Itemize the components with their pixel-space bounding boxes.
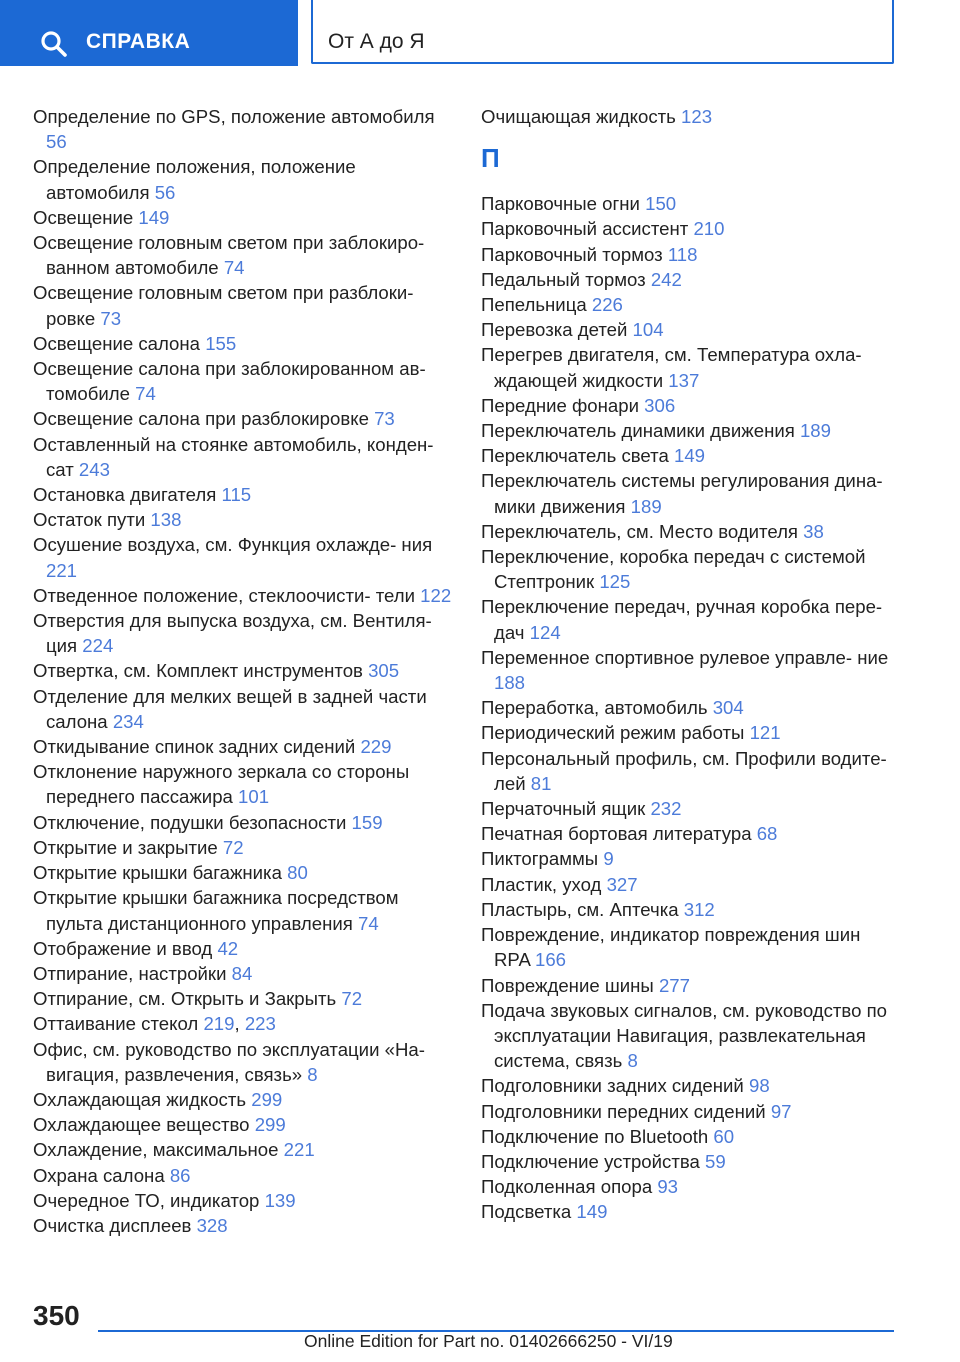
index-term: Педальный тормоз <box>481 268 646 290</box>
index-term: Очередное ТО, индикатор <box>33 1189 260 1211</box>
index-term: Освещение головным светом при разблоки- ровке <box>33 282 414 329</box>
index-entry <box>481 846 901 871</box>
page-link[interactable]: 304 <box>712 697 744 719</box>
index-term: Подача звуковых сигналов, см. руководство по эксплуатации Навигация, развлекательная система, связь <box>481 999 888 1072</box>
index-term: Пепельница <box>481 294 587 316</box>
page-link[interactable]: 122 <box>420 584 452 606</box>
page-link[interactable]: 104 <box>632 319 664 341</box>
header <box>0 0 960 66</box>
page-link[interactable]: 72 <box>222 836 244 858</box>
search-icon <box>40 30 68 58</box>
page-link[interactable]: 74 <box>358 912 379 934</box>
page-link[interactable]: 118 <box>667 243 698 265</box>
index-entry <box>33 205 453 230</box>
index-entry <box>33 532 453 582</box>
page-link[interactable]: 138 <box>150 509 182 531</box>
index-entry <box>33 936 453 961</box>
index-term: Переключатель, см. Место водителя <box>481 520 798 542</box>
page-link[interactable]: 80 <box>287 862 308 884</box>
page-link[interactable]: 115 <box>221 484 252 506</box>
index-term: Пластырь, см. Аптечка <box>481 898 679 920</box>
index-entry <box>481 191 901 216</box>
index-entry <box>33 1137 453 1162</box>
page-link[interactable]: 226 <box>591 294 623 316</box>
page-link[interactable]: 121 <box>749 722 781 744</box>
index-entry <box>481 393 901 418</box>
index-entry <box>33 280 453 330</box>
page-link[interactable]: 299 <box>254 1114 286 1136</box>
index-term: Передние фонари <box>481 394 639 416</box>
index-entry <box>33 986 453 1011</box>
index-entry <box>481 998 901 1074</box>
page-link[interactable]: 137 <box>668 369 700 391</box>
page-link[interactable]: 189 <box>630 495 662 517</box>
index-entry <box>33 331 453 356</box>
index-entry <box>481 1099 901 1124</box>
page-separator: , <box>234 1013 240 1035</box>
index-entry <box>33 734 453 759</box>
index-term: Оставленный на стоянке автомобиль, конден- сат <box>33 433 434 480</box>
page-link[interactable]: 97 <box>770 1100 792 1122</box>
index-term: Печатная бортовая литература <box>481 823 752 845</box>
page-link[interactable]: 327 <box>606 873 638 895</box>
index-column-right <box>481 104 901 1225</box>
index-entry <box>481 973 901 998</box>
index-entry <box>481 468 901 518</box>
page-link[interactable]: 124 <box>529 621 561 643</box>
index-term: Отвертка, см. Комплект инструментов <box>33 660 363 682</box>
index-term: Пластик, уход <box>481 873 602 895</box>
page-link[interactable]: 229 <box>360 736 392 758</box>
index-entry <box>33 608 453 658</box>
index-term: Перчаточный ящик <box>481 798 646 820</box>
page-link[interactable]: 219 <box>203 1013 235 1035</box>
index-entry <box>33 432 453 482</box>
index-term: Перевозка детей <box>481 319 628 341</box>
index-term: Определение положения, положение автомобиля <box>33 156 356 203</box>
page-link[interactable]: 42 <box>217 937 239 959</box>
index-term: Переменное спортивное рулевое управле- ние <box>481 646 889 668</box>
index-entry <box>481 594 901 644</box>
index-term: Отпирание, см. Открыть и Закрыть <box>33 988 337 1010</box>
help-tab[interactable] <box>0 0 298 66</box>
index-term: Переключение передач, ручная коробка пере- дач <box>481 596 883 643</box>
index-column-left <box>33 104 453 1238</box>
page-link[interactable]: 81 <box>530 772 552 794</box>
index-term: Переключение, коробка передач с системой Стептроник <box>481 546 866 593</box>
index-term: Подсветка <box>481 1201 572 1223</box>
page-link[interactable]: 155 <box>205 332 237 354</box>
index-term: Освещение салона при разблокировке <box>33 408 369 430</box>
index-term: Переработка, автомобиль <box>481 697 708 719</box>
index-term: Парковочные огни <box>481 193 640 215</box>
index-term: Охлаждающее вещество <box>33 1114 250 1136</box>
page-link[interactable]: 234 <box>112 710 144 732</box>
index-term: Охлаждающая жидкость <box>33 1088 247 1110</box>
index-entry <box>481 872 901 897</box>
index-entry <box>481 1174 901 1199</box>
page-link[interactable]: 60 <box>713 1125 735 1147</box>
index-entry <box>481 746 901 796</box>
index-term: Подголовники задних сидений <box>481 1075 744 1097</box>
index-term: Открытие крышки багажника <box>33 862 282 884</box>
index-term: Подключение устройства <box>481 1150 700 1172</box>
index-term: Отделение для мелких вещей в задней части салона <box>33 685 427 732</box>
index-term: Повреждение, индикатор повреждения шин RPA <box>481 924 861 971</box>
index-term: Персональный профиль, см. Профили водите- лей <box>481 747 887 794</box>
index-entry <box>33 810 453 835</box>
index-entry <box>481 695 901 720</box>
page-link[interactable]: 56 <box>46 131 67 153</box>
index-entry <box>481 342 901 392</box>
index-term: Оттаивание стекол <box>33 1013 199 1035</box>
page-link[interactable]: 73 <box>374 408 395 430</box>
index-entry <box>481 317 901 342</box>
page-link[interactable]: 56 <box>154 181 176 203</box>
index-term: Отключение, подушки безопасности <box>33 811 347 833</box>
index-entry <box>33 583 453 608</box>
page-link[interactable]: 242 <box>650 268 682 290</box>
index-entry <box>33 356 453 406</box>
index-entry <box>33 104 453 154</box>
page-link[interactable]: 59 <box>705 1150 726 1172</box>
index-term: Отклонение наружного зеркала со стороны переднего пассажира <box>33 761 410 808</box>
index-term: Перегрев двигателя, см. Температура охла- ждающей жидкости <box>481 344 862 391</box>
page-link[interactable]: 93 <box>657 1176 679 1198</box>
page-link[interactable]: 9 <box>603 848 614 870</box>
index-entry <box>481 519 901 544</box>
index-term: Отведенное положение, стеклоочисти- тели <box>33 584 415 606</box>
index-term: Определение по GPS, положение автомобиля <box>33 106 435 127</box>
index-entry <box>33 1037 453 1087</box>
page-link[interactable]: 101 <box>238 786 270 808</box>
page-link[interactable]: 223 <box>244 1013 276 1035</box>
index-entry <box>481 292 901 317</box>
page-link[interactable]: 328 <box>196 1214 228 1236</box>
index-entry <box>33 154 453 204</box>
index-term: Переключатель динамики движения <box>481 420 795 442</box>
index-entry <box>481 1199 901 1224</box>
index-entry <box>481 821 901 846</box>
index-entry <box>481 1124 901 1149</box>
page-link[interactable]: 221 <box>283 1139 315 1161</box>
page-link[interactable]: 72 <box>341 988 363 1010</box>
index-term: Подголовники передних сидений <box>481 1100 766 1122</box>
page-number: 350 <box>33 1300 80 1331</box>
page-link[interactable]: 139 <box>264 1189 296 1211</box>
index-entry <box>33 1112 453 1137</box>
index-entry <box>481 720 901 745</box>
page-link[interactable]: 149 <box>138 206 170 228</box>
index-entry <box>33 885 453 935</box>
page-link[interactable]: 305 <box>368 660 400 682</box>
page-link[interactable]: 8 <box>307 1063 318 1085</box>
index-term: Открытие крышки багажника посредством пульта дистанционного управления <box>33 887 399 934</box>
index-term: Освещение <box>33 206 134 228</box>
index-term: Освещение головным светом при заблокиро- ванном автомобиле <box>33 232 425 279</box>
index-entry <box>33 860 453 885</box>
index-term: Пиктограммы <box>481 848 599 870</box>
index-term: Остановка двигателя <box>33 484 217 506</box>
index-entry <box>33 1188 453 1213</box>
page-link[interactable]: 166 <box>535 949 567 971</box>
index-entry <box>33 835 453 860</box>
index-entry <box>33 1087 453 1112</box>
page-link[interactable]: 232 <box>650 798 682 820</box>
index-term: Отображение и ввод <box>33 937 213 959</box>
page-link[interactable]: 8 <box>627 1050 638 1072</box>
index-term: Офис, см. руководство по эксплуатации «На- вигация, развлечения, связь» <box>33 1038 425 1085</box>
index-entry <box>481 242 901 267</box>
page-link[interactable]: 86 <box>169 1164 191 1186</box>
index-term: Очистка дисплеев <box>33 1214 192 1236</box>
index-term: Парковочный тормоз <box>481 243 663 265</box>
index-term: Подключение по Bluetooth <box>481 1125 709 1147</box>
index-term: Охрана салона <box>33 1164 165 1186</box>
index-entry <box>33 1163 453 1188</box>
page-link[interactable]: 68 <box>756 823 778 845</box>
page-link[interactable]: 189 <box>799 420 831 442</box>
index-term: Подколенная опора <box>481 1176 653 1198</box>
index-term: Периодический режим работы <box>481 722 745 744</box>
index-entry <box>33 1213 453 1238</box>
page-link[interactable]: 277 <box>658 974 690 996</box>
index-entry <box>33 684 453 734</box>
index-entry <box>481 267 901 292</box>
page-link[interactable]: 38 <box>803 520 824 542</box>
index-entry <box>481 796 901 821</box>
page-link[interactable]: 188 <box>494 672 526 694</box>
page-link[interactable]: 159 <box>351 811 383 833</box>
edition-note: Online Edition for Part no. 01402666250 - VI/19 <box>304 1331 673 1351</box>
page-link[interactable]: 84 <box>231 962 253 984</box>
index-entry <box>481 897 901 922</box>
index-term: Освещение салона <box>33 332 201 354</box>
index-term: Отверстия для выпуска воздуха, см. Вентиля- ция <box>33 610 432 657</box>
page-link[interactable]: 221 <box>46 559 78 581</box>
index-entry <box>481 544 901 594</box>
index-entry <box>33 230 453 280</box>
index-entry <box>33 507 453 532</box>
page-link[interactable]: 149 <box>576 1201 608 1223</box>
index-entry <box>481 1073 901 1098</box>
section-letter: П <box>481 143 500 174</box>
index-term: Переключатель света <box>481 445 669 467</box>
az-index-tab-label: От А до Я <box>328 30 425 53</box>
page-link[interactable]: 123 <box>681 106 713 127</box>
page-link[interactable]: 150 <box>645 193 677 215</box>
index-term: Остаток пути <box>33 509 146 531</box>
index-term: Открытие и закрытие <box>33 836 218 858</box>
page-link[interactable]: 125 <box>599 571 631 593</box>
index-entry <box>481 1149 901 1174</box>
index-entry <box>33 1011 453 1036</box>
page-link[interactable]: 74 <box>223 257 245 279</box>
index-entry <box>33 482 453 507</box>
index-entry <box>33 961 453 986</box>
index-entry <box>33 759 453 809</box>
index-term: Парковочный ассистент <box>481 218 689 240</box>
az-index-tab[interactable] <box>311 0 894 64</box>
index-entry <box>481 922 901 972</box>
index-entry <box>481 216 901 241</box>
page-link[interactable]: 299 <box>251 1088 283 1110</box>
page-link[interactable]: 243 <box>78 458 110 480</box>
index-term: Откидывание спинок задних сидений <box>33 736 356 758</box>
index-entry <box>481 645 901 695</box>
page-link[interactable]: 312 <box>683 898 715 920</box>
page-link[interactable]: 224 <box>82 635 114 657</box>
index-term: Освещение салона при заблокированном ав- томобиле <box>33 358 426 405</box>
page-link[interactable]: 210 <box>693 218 725 240</box>
index-entry <box>481 443 901 468</box>
page-link[interactable]: 149 <box>673 445 706 467</box>
index-entry <box>33 406 453 431</box>
index-term: Очищающая жидкость <box>481 106 676 127</box>
index-term: Осушение воздуха, см. Функция охлажде- ния <box>33 534 433 556</box>
index-entry <box>481 418 901 443</box>
help-tab-label: СПРАВКА <box>86 30 191 53</box>
index-term: Повреждение шины <box>481 974 654 996</box>
page-link[interactable]: 306 <box>644 394 676 416</box>
index-entry <box>481 104 901 129</box>
index-term: Отпирание, настройки <box>33 962 227 984</box>
index-term: Охлаждение, максимальное <box>33 1139 279 1161</box>
page-link[interactable]: 73 <box>100 307 122 329</box>
page-link[interactable]: 98 <box>749 1075 770 1097</box>
index-term: Переключатель системы регулирования дина- мики движения <box>481 470 883 517</box>
index-entry <box>33 658 453 683</box>
page-link[interactable]: 74 <box>135 383 156 405</box>
